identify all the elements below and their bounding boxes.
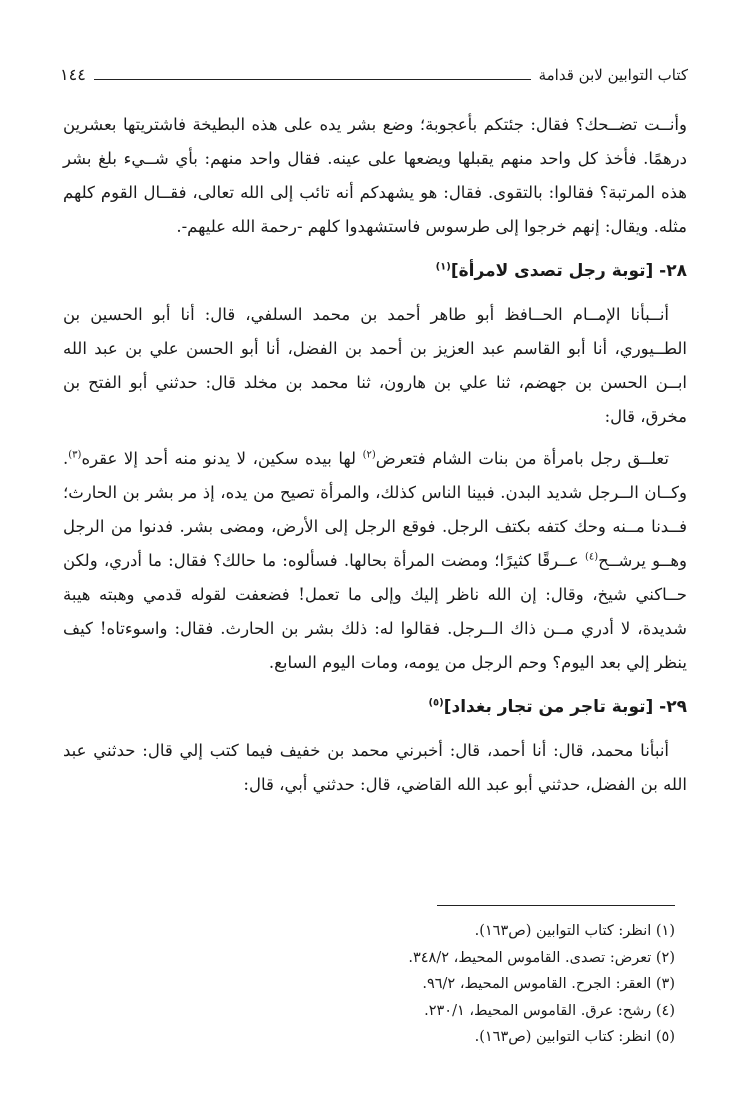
footnote-ref-2[interactable]: (٢): [362, 449, 376, 461]
running-header: [60, 60, 688, 84]
footnote-4: (٤) رشح: عرق. القاموس المحيط، ٢٣٠/١.: [424, 1002, 675, 1019]
section-28-isnad: أنــبأنا الإمــام الحــافظ أبو طاهر أحمد بن محمد السلفي، قال: أنا أبو الحسين بن الطــيوري، أنا أبو القاسم عبد العزيز بن أحمد بن الفضل، أنا أبو الحسن علي بن عبد الله ابــن الحسن بن جهضم، ثنا علي بن هارون، ثنا محمد بن مخلد قال: حدثني أبو الفتح بن مخرق، قال:: [63, 305, 687, 426]
section-29-isnad: أنبأنا محمد، قال: أنا أحمد، قال: أخبرني محمد بن خفيف فيما كتب إلي قال: حدثني عبد الله بن الفضل، حدثني أبو عبد الله القاضي، قال: حدثني أبي، قال:: [63, 741, 687, 794]
footnotes-block: [115, 905, 675, 1051]
footnote-3: (٣) العقر: الجرح. القاموس المحيط، ٩٦/٢.: [422, 976, 675, 992]
book-title: كتاب التوابين لابن قدامة: [538, 66, 688, 84]
section-28-story: [63, 442, 687, 680]
main-text: [63, 108, 687, 802]
page-number: ١٤٤: [60, 65, 86, 84]
paragraph-continuation: وأنــت تضــحك؟ فقال: جئتكم بأعجوبة؛ وضع بشر يده على هذه البطيخة فاشتريتها بعشرين درهمًا. فأخذ كل واحد منهم يقبلها ويضعها على عينه. فقال واحد منهم: بأي شــيء بلغ بشر هذه المرتبة؟ فقالوا: بالتقوى. فقال: هو يشهدكم أنه تائب إلى الله تعالى، فقــال القوم كلهم مثله. ويقال: إنهم خرجوا إلى طرسوس فاستشهدوا كلهم -رحمة الله عليهم-.: [63, 115, 687, 236]
footnote-ref-5[interactable]: (٥): [428, 697, 444, 709]
footnote-2: (٢) تعرض: تصدى. القاموس المحيط، ٣٤٨/٢.: [408, 949, 675, 966]
section-29-heading: [63, 690, 687, 724]
footnote-ref-1[interactable]: (١): [435, 261, 451, 273]
story-part-4: عــرقًا كثيرًا؛ ومضت المرأة بحالها. فسألوه: ما حالك؟ فقال: ما أدري، ولكن حــاكني شيخ، وقال: إن الله ناظر إليك وإلى ما تعمل! فضعفت لقوله قدمي وهبته هيبة شديدة، لا أدري مــن ذاك الــرجل. فقالوا له: ذلك بشر بن الحارث. فقال: واسوءتاه! كيف ينظر إلي بعد اليوم؟ وحم الرجل من يومه، ومات اليوم السابع.: [63, 551, 687, 672]
section-28-title: ٢٨- [توبة رجل تصدى لامرأة]: [450, 261, 687, 281]
section-28-heading: [63, 254, 687, 288]
footnote-1: (١) انظر: كتاب التوابين (ص١٦٣).: [474, 923, 675, 939]
footnote-ref-3[interactable]: (٣): [68, 449, 82, 461]
header-rule: [94, 79, 531, 80]
story-part-1: تعلــق رجل بامرأة من بنات الشام فتعرض: [375, 449, 669, 468]
section-29-title: ٢٩- [توبة تاجر من تجار بغداد]: [443, 697, 687, 717]
footnote-ref-4[interactable]: (٤): [584, 551, 599, 563]
footnote-separator: [437, 905, 675, 906]
story-part-2: لها بيده سكين، لا يدنو منه أحد إلا عقره: [81, 449, 363, 468]
footnote-5: (٥) انظر: كتاب التوابين (ص١٦٣).: [474, 1029, 675, 1045]
story-part-3: . وكــان الــرجل شديد البدن. فبينا الناس كذلك، والمرأة تصيح من يده، إذ مر بشر بن الحارث؛ فــدنا مــنه وحك كتفه بكتف الرجل. فوقع الرجل إلى الأرض، ومضى بشر. فدنوا من الرجل وهــو يرشــح: [63, 449, 687, 570]
